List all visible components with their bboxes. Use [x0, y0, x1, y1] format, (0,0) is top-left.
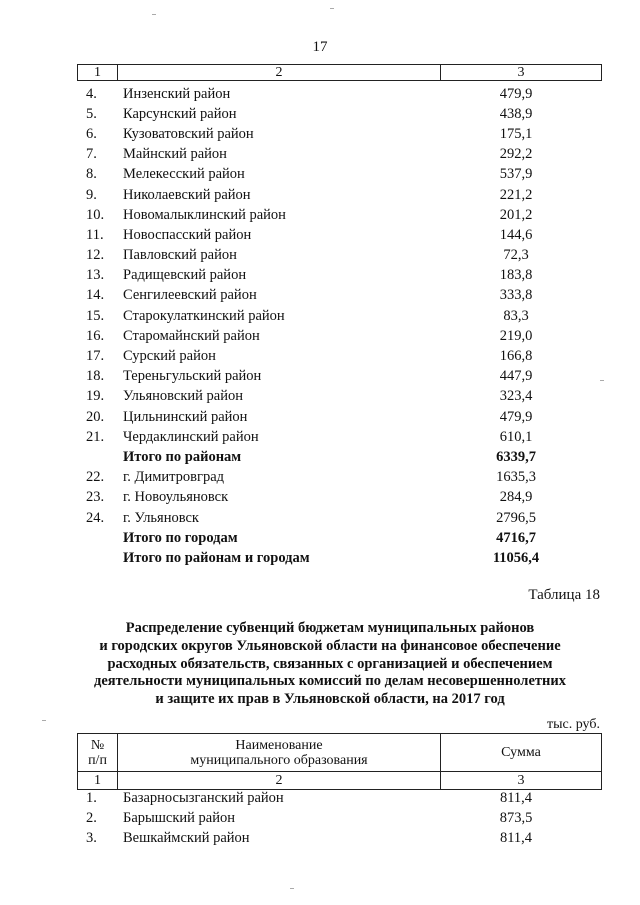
row-number: 17.	[86, 348, 105, 365]
row-number: 20.	[86, 408, 105, 425]
row-name: г. Димитровград	[123, 469, 225, 486]
header-number-symbol: №	[90, 737, 105, 753]
row-name: Кузоватовский район	[123, 125, 254, 142]
scan-mark	[152, 14, 156, 15]
table2-header-sum: Сумма	[501, 744, 541, 760]
row-value: 83,3	[503, 307, 529, 324]
row-number: 6.	[86, 125, 97, 142]
table-row	[77, 367, 602, 387]
table1-body	[77, 84, 602, 569]
row-value: 479,9	[499, 85, 533, 102]
header-name-line1: Наименование	[235, 737, 323, 753]
table-row	[77, 828, 602, 848]
total-row	[77, 447, 602, 467]
row-number: 18.	[86, 368, 105, 385]
row-value: 323,4	[499, 388, 533, 405]
row-number: 16.	[86, 327, 105, 344]
row-name: г. Ульяновск	[123, 509, 199, 526]
row-name: Карсунский район	[123, 105, 237, 122]
units-label: тыс. руб.	[547, 717, 600, 732]
row-name: Павловский район	[123, 247, 237, 264]
row-value: 11056,4	[492, 549, 540, 566]
table-label: Таблица 18	[528, 587, 600, 603]
table-row	[77, 387, 602, 407]
table-row	[77, 165, 602, 185]
row-number: 2.	[86, 809, 97, 826]
row-name: Итого по районам	[123, 448, 242, 465]
row-value: 333,8	[499, 287, 533, 304]
row-value: 447,9	[499, 368, 533, 385]
page-number: 17	[312, 39, 328, 55]
table-row	[77, 508, 602, 528]
table1-header	[77, 64, 602, 81]
row-number: 15.	[86, 307, 105, 324]
total-row	[77, 548, 602, 568]
row-number: 22.	[86, 469, 105, 486]
table2-numbering-col1: 1	[78, 772, 118, 789]
table2-header-name	[118, 734, 441, 771]
row-name: Итого по городам	[123, 529, 238, 546]
scan-mark	[600, 380, 604, 381]
scan-mark	[290, 888, 294, 889]
row-number: 19.	[86, 388, 105, 405]
row-value: 811,4	[499, 789, 533, 806]
table2-header	[77, 733, 602, 790]
table-row	[77, 205, 602, 225]
table-row	[77, 468, 602, 488]
row-value: 183,8	[499, 267, 533, 284]
row-number: 10.	[86, 206, 105, 223]
row-number: 5.	[86, 105, 97, 122]
row-name: г. Новоульяновск	[123, 489, 229, 506]
row-value: 438,9	[499, 105, 533, 122]
row-name: Сенгилеевский район	[123, 287, 257, 304]
row-number: 24.	[86, 509, 105, 526]
table2-numbering-col3: 3	[517, 772, 525, 788]
table1-header-col3: 3	[517, 64, 525, 80]
table-row	[77, 104, 602, 124]
table-row	[77, 145, 602, 165]
table2-numbering-col2: 2	[118, 772, 441, 789]
table2-header-number	[78, 734, 118, 771]
row-name: Барышский район	[123, 809, 235, 826]
row-number: 21.	[86, 428, 105, 445]
row-name: Чердаклинский район	[123, 428, 259, 445]
header-name-line2: муниципального образования	[190, 752, 368, 768]
row-value: 1635,3	[496, 469, 536, 486]
table-title-line: расходных обязательств, связанных с организацией и обеспечением	[107, 655, 553, 672]
table1-header-col2: 2	[118, 65, 441, 80]
row-name: Инзенский район	[123, 85, 231, 102]
table-row	[77, 407, 602, 427]
row-value: 292,2	[499, 146, 533, 163]
row-value: 219,0	[499, 327, 533, 344]
table-title	[60, 620, 600, 709]
row-name: Николаевский район	[123, 186, 251, 203]
row-name: Майнский район	[123, 146, 227, 163]
row-value: 811,4	[499, 829, 533, 846]
row-value: 72,3	[503, 247, 529, 264]
table-row	[77, 427, 602, 447]
row-value: 2796,5	[496, 509, 536, 526]
table-row	[77, 225, 602, 245]
row-name: Цильнинский район	[123, 408, 248, 425]
row-value: 4716,7	[496, 529, 536, 546]
table-row	[77, 488, 602, 508]
table-row	[77, 306, 602, 326]
row-value: 537,9	[499, 166, 533, 183]
row-number: 11.	[86, 226, 104, 243]
table-row	[77, 266, 602, 286]
row-number: 9.	[86, 186, 97, 203]
row-name: Вешкаймский район	[123, 829, 250, 846]
row-name: Ульяновский район	[123, 388, 244, 405]
row-name: Новоспасский район	[123, 226, 252, 243]
row-value: 201,2	[499, 206, 533, 223]
table-row	[77, 185, 602, 205]
row-name: Радищевский район	[123, 267, 247, 284]
row-name: Новомалыклинский район	[123, 206, 286, 223]
table-title-line: Распределение субвенций бюджетам муниципальных районов	[125, 620, 535, 636]
row-name: Мелекесский район	[123, 166, 245, 183]
row-name: Тереньгульский район	[123, 368, 262, 385]
row-number: 3.	[86, 829, 97, 846]
row-name: Базарносызганский район	[123, 789, 284, 806]
table-row	[77, 346, 602, 366]
table-row	[77, 286, 602, 306]
table-title-line: деятельности муниципальных комиссий по делам несовершеннолетних	[94, 673, 566, 690]
row-number: 13.	[86, 267, 105, 284]
row-number: 7.	[86, 146, 97, 163]
row-number: 14.	[86, 287, 105, 304]
scan-mark	[330, 8, 334, 9]
row-number: 1.	[86, 789, 97, 806]
scan-mark	[42, 720, 46, 721]
row-value: 479,9	[499, 408, 533, 425]
row-number: 4.	[86, 85, 97, 102]
row-value: 221,2	[499, 186, 533, 203]
row-name: Сурский район	[123, 348, 216, 365]
row-value: 873,5	[499, 809, 533, 826]
table-row	[77, 84, 602, 104]
table-row	[77, 808, 602, 828]
table-row	[77, 124, 602, 144]
row-number: 23.	[86, 489, 105, 506]
table-title-line: и защите их прав в Ульяновской области, на 2017 год	[155, 691, 505, 708]
table-title-line: и городских округов Ульяновской области на финансовое обеспечение	[99, 637, 561, 654]
row-value: 284,9	[499, 489, 533, 506]
row-value: 6339,7	[496, 448, 536, 465]
row-name: Итого по районам и городам	[123, 549, 310, 566]
row-value: 610,1	[499, 428, 533, 445]
row-value: 175,1	[499, 125, 533, 142]
header-number-abbr: п/п	[88, 752, 107, 768]
row-number: 12.	[86, 247, 105, 264]
table-row	[77, 788, 602, 808]
table1-header-col1: 1	[78, 65, 118, 80]
row-name: Старомайнский район	[123, 327, 260, 344]
row-number: 8.	[86, 166, 97, 183]
row-value: 144,6	[499, 226, 533, 243]
table2-body	[77, 788, 602, 849]
table-row	[77, 326, 602, 346]
row-name: Старокулаткинский район	[123, 307, 285, 324]
total-row	[77, 528, 602, 548]
table-row	[77, 246, 602, 266]
row-value: 166,8	[499, 348, 533, 365]
